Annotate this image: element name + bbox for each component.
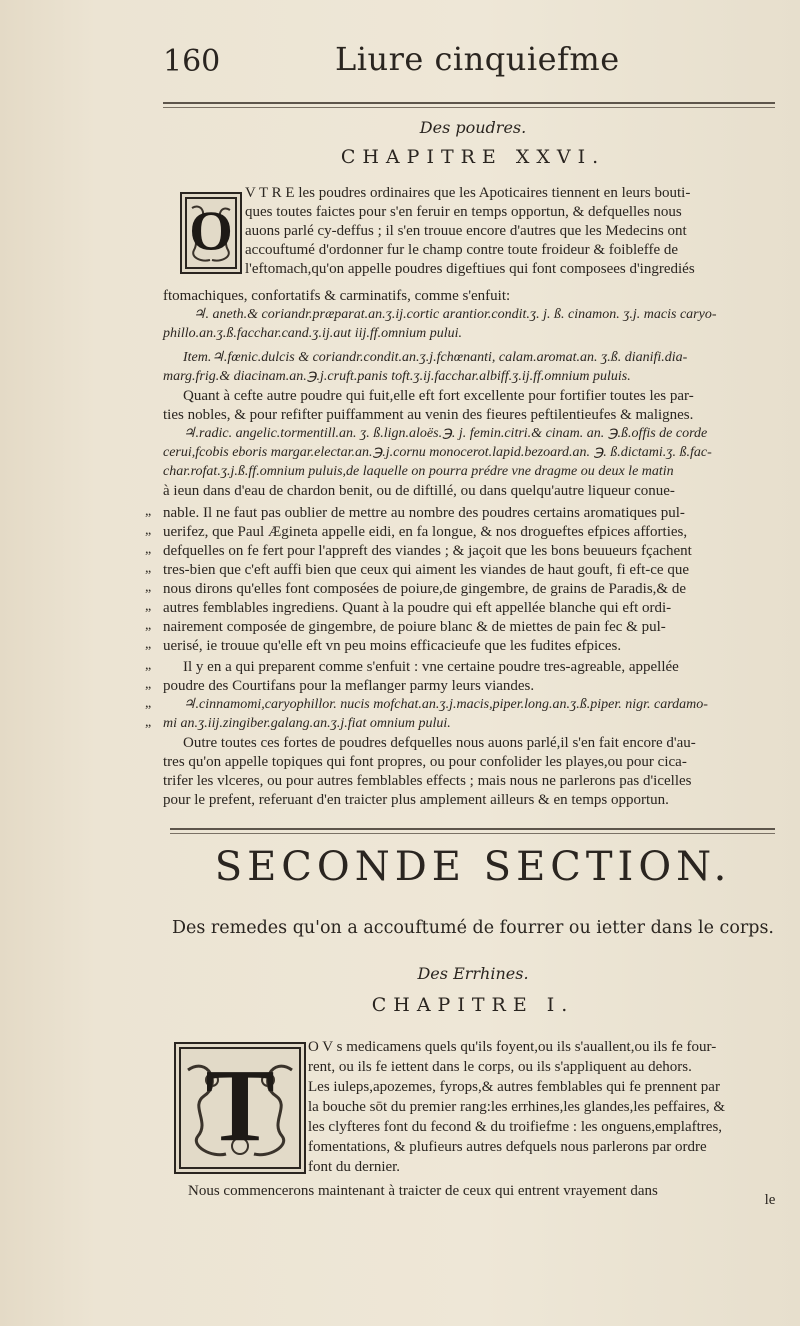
text-line: nable. Il ne faut pas oublier de mettre au nombre des poudres certains aromatiques pul- xyxy=(163,505,685,521)
header-rule-lower xyxy=(163,107,775,108)
quote-mark: „ xyxy=(145,580,152,595)
text-line: font du dernier. xyxy=(308,1159,401,1175)
text-line: auons parlé cy-deffus ; il s'en trouue encore d'autres que les Medecins ont xyxy=(245,223,687,239)
chapter-heading-2: CHAPITRE I. xyxy=(371,994,575,1016)
text-line: uerisé, ie trouue qu'elle eft vn peu moins efficacieufe que les fudites efpices. xyxy=(163,638,622,654)
text-line: Il y en a qui preparent comme s'enfuit : vne certaine poudre tres-agreable, appellée xyxy=(183,659,679,675)
text-line: ques toutes faictes pour s'en feruir en temps opportun, & defquelles nous xyxy=(245,204,682,220)
text-line: rent, ou ils fe iettent dans le corps, ou ils s'appliquent au dehors. xyxy=(308,1059,692,1075)
quote-mark: „ xyxy=(145,561,152,576)
text-line: ties nobles, & pour refifter puiffamment au venin des fieures peftilentieufes & malignes. xyxy=(163,407,694,423)
text-line: ♃.radic. angelic.tormentill.an. ʒ. ß.lign.aloës.℈. j. femin.citri.& cinam. an. ℈.ß.offis de corde xyxy=(183,426,708,441)
text-line: O V s medicamens quels qu'ils foyent,ou ils s'auallent,ou ils fe four- xyxy=(308,1039,717,1055)
text-line: Item.♃.fœnic.dulcis & coriandr.condit.an.ʒ.j.fchœnanti, calam.aromat.an. ʒ.ß. dianifi.dia- xyxy=(183,350,688,365)
chapter-text xyxy=(163,184,783,808)
chapter-text-2 xyxy=(163,1038,783,1218)
dropcap-letter: O xyxy=(189,200,233,263)
text-line: marg.frig.& diacinam.an.℈.j.cruft.panis toft.ʒ.ij.facchar.albiff.ʒ.ij.ff.omnium puluis. xyxy=(163,369,631,384)
text-line: fomentations, & plufieurs autres defquels nous parlerons par ordre xyxy=(308,1139,707,1155)
text-line: ftomachiques, confortatifs & carminatifs, comme s'enfuit: xyxy=(163,288,511,304)
chapter-heading: CHAPITRE XXVI. xyxy=(340,146,606,168)
text-line: mi an.ʒ.iij.zingiber.galang.an.ʒ.j.fiat omnium pului. xyxy=(163,716,451,731)
quote-mark: „ xyxy=(145,618,152,633)
text-line: ♃.cinnamomi,caryophillor. nucis mofchat.an.ʒ.j.macis,piper.long.an.ʒ.ß.piper. nigr. cardamo- xyxy=(183,697,708,712)
text-line: nairement composée de gingembre, de poiure blanc & de miettes de pain fec & pul- xyxy=(163,619,666,635)
text-line: cerui,fcobis eboris margar.electar.an.℈.j.cornu monocerot.lapid.bezoard.an. ℈. ß.dictami.ʒ. ß.fac- xyxy=(163,445,712,460)
quote-mark: „ xyxy=(145,677,152,692)
text-line: accouftumé d'ordonner fur le champ contre toute froideur & foibleffe de xyxy=(245,242,679,258)
text-line: l'eftomach,qu'on appelle poudres digeftiues qui font composees d'ingrediés xyxy=(245,261,695,277)
quote-mark: „ xyxy=(145,599,152,614)
page-number: 160 xyxy=(163,44,221,79)
text-line: char.rofat.ʒ.j.ß.ff.omnium puluis,de laquelle on pourra prédre vne dragme ou deux le matin xyxy=(163,464,674,479)
quote-mark: „ xyxy=(145,504,152,519)
text-line: la bouche sōt du premier rang:les errhines,les glandes,les peffaires, & xyxy=(308,1099,726,1115)
section-title: SECONDE SECTION. xyxy=(214,844,732,890)
text-line: autres femblables ingrediens. Quant à la poudre qui eft appellée blanche qui eft ordi- xyxy=(163,600,672,616)
text-line: pour le prefent, referuant d'en traicter plus amplement ailleurs & en temps opportun. xyxy=(163,792,669,808)
text-line: poudre des Courtifans pour la meflanger parmy leurs viandes. xyxy=(163,678,535,694)
text-line: V T R E les poudres ordinaires que les Apoticaires tiennent en leurs bouti- xyxy=(245,185,691,201)
chapter-subtitle-2: Des Errhines. xyxy=(417,964,529,983)
section-subtitle: Des remedes qu'on a accouftumé de fourrer ou ietter dans le corps. xyxy=(172,918,774,938)
text-line: ♃. aneth.& coriandr.præparat.an.ʒ.ij.cortic arantior.condit.ʒ. j. ß. cinamon. ʒ.j. macis caryo- xyxy=(193,307,717,322)
header-rule xyxy=(163,102,775,104)
text-line: Les iuleps,apozemes, fyrops,& autres femblables qui fe prennent par xyxy=(308,1079,720,1095)
section-rule-lower xyxy=(170,833,775,834)
quote-mark: „ xyxy=(145,542,152,557)
text-line: defquelles on fe fert pour l'appreft des viandes ; & jaçoit que les bons beuueurs fçachent xyxy=(163,543,692,559)
quote-mark: „ xyxy=(145,658,152,673)
dropcap-letter: T xyxy=(205,1048,275,1164)
quote-mark: „ xyxy=(145,523,152,538)
chapter-subtitle: Des poudres. xyxy=(419,118,527,137)
text-line: phillo.an.ʒ.ß.facchar.cand.ʒ.ij.aut iij.ff.omnium pului. xyxy=(163,326,463,341)
text-line: Outre toutes ces fortes de poudres defquelles nous auons parlé,il s'en fait encore d'au- xyxy=(183,735,696,751)
text-line: les clyfteres font du fecond & du troifiefme : les onguens,emplaftres, xyxy=(308,1119,723,1135)
section-rule xyxy=(170,828,775,830)
text-line: tres-bien que c'eft auffi bien que ceux qui aiment les viandes de haut gouft, fi eft-ce que xyxy=(163,562,689,578)
quote-mark: „ xyxy=(145,696,152,711)
text-line: uerifez, que Paul Ægineta appelle eidi, en fa longue, & nos drogueftes efpices afforties, xyxy=(163,524,688,540)
text-line: tres qu'on appelle topiques qui font propres, ou pour confolider les playes,ou pour cica- xyxy=(163,754,687,770)
page-header xyxy=(163,40,763,90)
quote-mark: „ xyxy=(145,637,152,652)
running-title: Liure cinquiefme xyxy=(335,40,620,78)
text-line: trifer les vlceres, ou pour autres femblables effects ; mais nous ne parlerons pas d'icelles xyxy=(163,773,692,789)
text-line: Nous commencerons maintenant à traicter de ceux qui entrent vrayement dans xyxy=(188,1183,658,1199)
catchword: le xyxy=(764,1192,776,1208)
quote-mark: „ xyxy=(145,715,152,730)
text-line: à ieun dans d'eau de chardon benit, ou de diftillé, ou dans quelqu'autre liqueur conue- xyxy=(163,483,675,499)
text-line: Quant à cefte autre poudre qui fuit,elle eft fort excellente pour fortifier toutes les par- xyxy=(183,388,694,404)
text-line: nous dirons qu'elles font composées de poiure,de gingembre, de grains de Paradis,& de xyxy=(163,581,686,597)
